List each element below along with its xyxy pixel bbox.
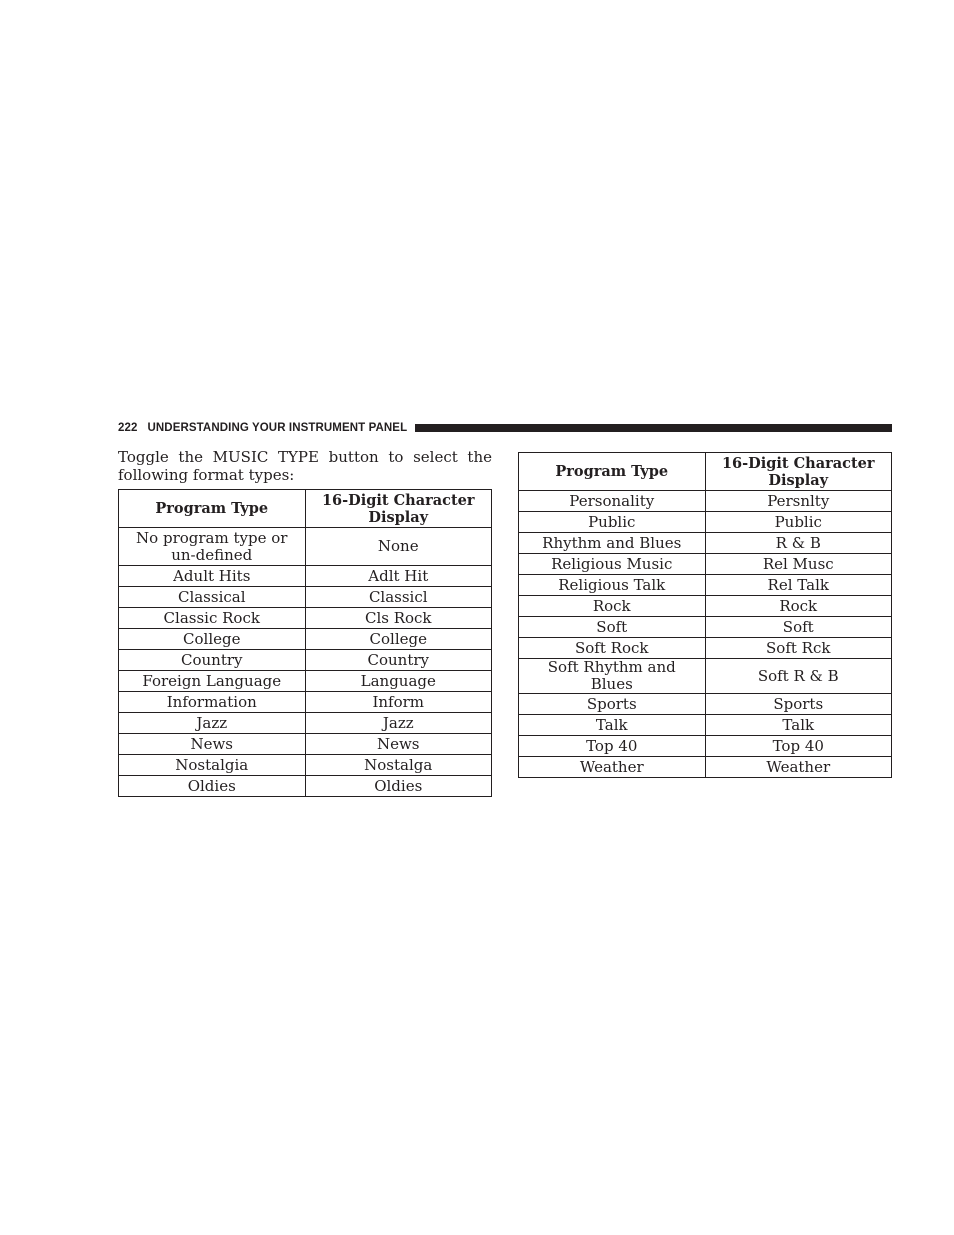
display-cell: Rock — [705, 596, 892, 617]
header-rule — [415, 424, 892, 432]
program-type-cell: Information — [119, 692, 306, 713]
display-cell: Inform — [305, 692, 492, 713]
program-type-cell: No program type or un-defined — [119, 528, 306, 566]
table-row — [519, 694, 892, 715]
display-cell: College — [305, 629, 492, 650]
table-row — [519, 554, 892, 575]
table-row — [119, 755, 492, 776]
display-cell: None — [305, 528, 492, 566]
display-cell: Persnlty — [705, 491, 892, 512]
table-row — [519, 512, 892, 533]
program-type-cell: Religious Music — [519, 554, 706, 575]
program-type-cell: Soft Rock — [519, 638, 706, 659]
display-cell: Nostalga — [305, 755, 492, 776]
table-row — [119, 713, 492, 734]
program-type-cell: Religious Talk — [519, 575, 706, 596]
table-row — [119, 776, 492, 797]
table-row — [119, 608, 492, 629]
program-type-cell: Soft Rhythm and Blues — [519, 659, 706, 694]
program-type-cell: Weather — [519, 757, 706, 778]
program-type-cell: Country — [119, 650, 306, 671]
section-title: UNDERSTANDING YOUR INSTRUMENT PANEL — [147, 422, 408, 434]
program-type-cell: Soft — [519, 617, 706, 638]
table-row — [119, 650, 492, 671]
program-type-cell: Jazz — [119, 713, 306, 734]
display-cell: Public — [705, 512, 892, 533]
program-type-cell: Personality — [519, 491, 706, 512]
program-type-cell: Rhythm and Blues — [519, 533, 706, 554]
table-row — [519, 596, 892, 617]
table-row — [519, 715, 892, 736]
table-row — [119, 566, 492, 587]
display-cell: Language — [305, 671, 492, 692]
display-cell: Classicl — [305, 587, 492, 608]
display-cell: Weather — [705, 757, 892, 778]
program-type-cell: Sports — [519, 694, 706, 715]
column-header-program-type: Program Type — [519, 453, 706, 491]
page-number: 222 — [118, 422, 138, 434]
table-row — [119, 692, 492, 713]
program-type-table-right — [518, 452, 892, 778]
display-cell: News — [305, 734, 492, 755]
display-cell: Soft R & B — [705, 659, 892, 694]
program-type-cell: News — [119, 734, 306, 755]
display-cell: Cls Rock — [305, 608, 492, 629]
table-row — [519, 736, 892, 757]
display-cell: Country — [305, 650, 492, 671]
program-type-cell: Talk — [519, 715, 706, 736]
table-row — [519, 638, 892, 659]
program-type-cell: Foreign Language — [119, 671, 306, 692]
table-row — [519, 617, 892, 638]
display-cell: Rel Musc — [705, 554, 892, 575]
program-type-table-left — [118, 489, 492, 797]
table-row — [519, 575, 892, 596]
table-row — [119, 629, 492, 650]
column-header-display: 16-Digit Character Display — [705, 453, 892, 491]
display-cell: Soft — [705, 617, 892, 638]
display-cell: Sports — [705, 694, 892, 715]
program-type-cell: Classic Rock — [119, 608, 306, 629]
column-header-display: 16-Digit Character Display — [305, 490, 492, 528]
program-type-cell: Nostalgia — [119, 755, 306, 776]
display-cell: Talk — [705, 715, 892, 736]
table-row — [119, 734, 492, 755]
table-row — [119, 528, 492, 566]
table-row — [119, 587, 492, 608]
column-header-program-type: Program Type — [119, 490, 306, 528]
program-type-cell: Adult Hits — [119, 566, 306, 587]
table-row — [519, 659, 892, 694]
display-cell: Top 40 — [705, 736, 892, 757]
display-cell: Jazz — [305, 713, 492, 734]
program-type-cell: Rock — [519, 596, 706, 617]
program-type-cell: College — [119, 629, 306, 650]
table-row — [519, 757, 892, 778]
display-cell: Adlt Hit — [305, 566, 492, 587]
intro-paragraph: Toggle the MUSIC TYPE button to select the following format types: — [118, 448, 492, 484]
program-type-cell: Public — [519, 512, 706, 533]
display-cell: R & B — [705, 533, 892, 554]
table-row — [519, 491, 892, 512]
table-row — [519, 533, 892, 554]
display-cell: Soft Rck — [705, 638, 892, 659]
display-cell: Oldies — [305, 776, 492, 797]
program-type-cell: Oldies — [119, 776, 306, 797]
program-type-cell: Classical — [119, 587, 306, 608]
program-type-cell: Top 40 — [519, 736, 706, 757]
table-row — [119, 671, 492, 692]
page-header — [118, 420, 892, 436]
display-cell: Rel Talk — [705, 575, 892, 596]
